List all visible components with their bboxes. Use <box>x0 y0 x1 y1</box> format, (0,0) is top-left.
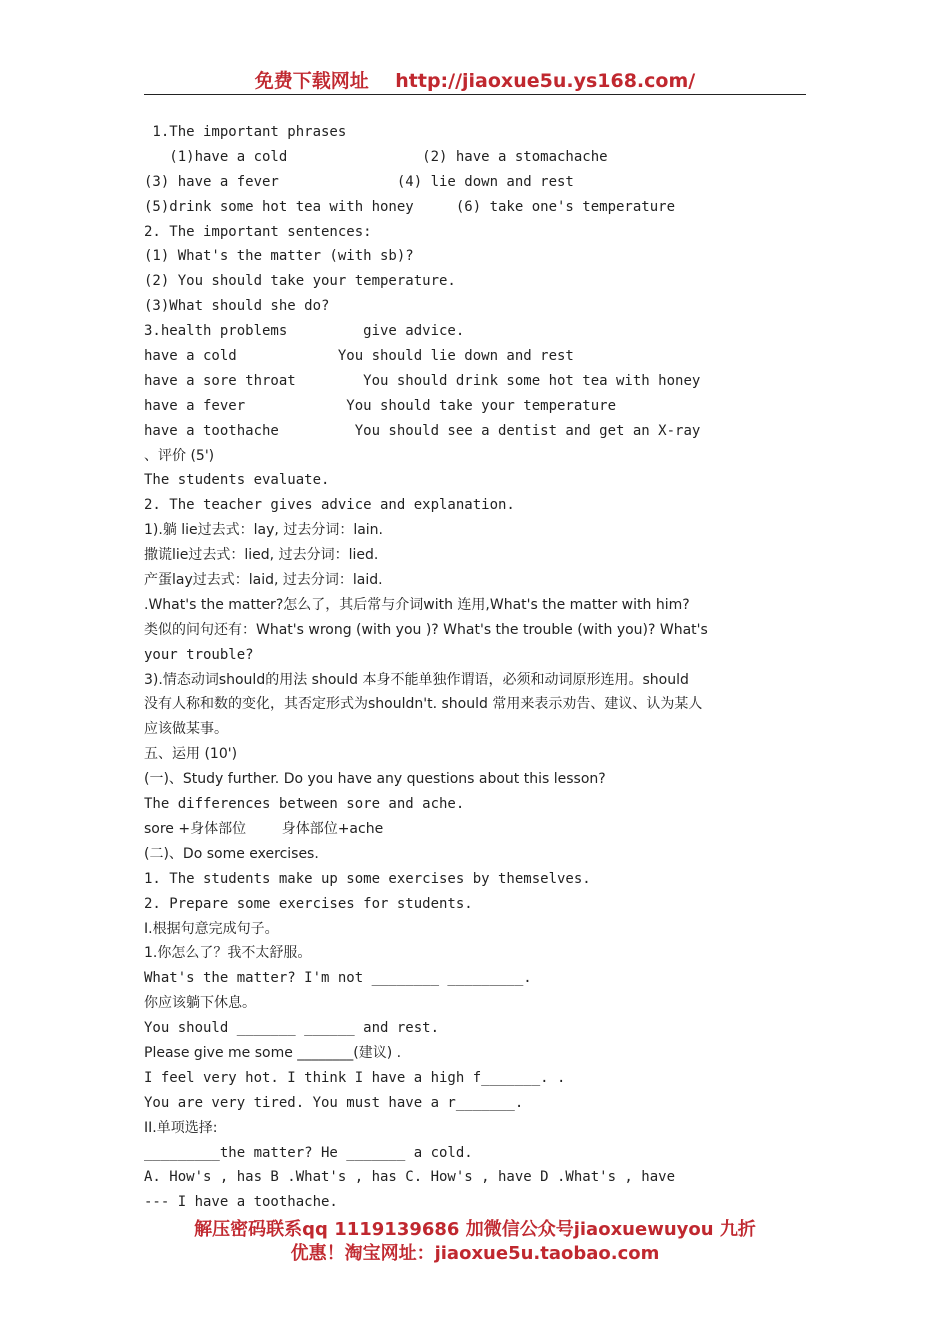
text-line: (3)What should she do? <box>144 298 330 315</box>
exercise-line: You are very tired. You must have a r_______. <box>144 1094 524 1111</box>
exercise-line: _________the matter? He _______ a cold. <box>144 1144 473 1161</box>
text-line: sore +身体部位 身体部位+ache <box>144 820 384 837</box>
exercise-line: Please give me some ________(建议) . <box>144 1044 402 1061</box>
exercise-line: What's the matter? I'm not ________ _________. <box>144 970 532 987</box>
text-line: (1) What's the matter (with sb)? <box>144 248 414 265</box>
text-line: have a cold You should lie down and rest <box>144 348 574 365</box>
text-line: 1.The important phrases <box>144 124 347 140</box>
text-line: (3) have a fever (4) lie down and rest <box>144 173 574 190</box>
text-line: The students evaluate. <box>144 472 330 489</box>
footer-line-2[interactable]: 优惠！淘宝网址：jiaoxue5u.taobao.com <box>290 1243 660 1264</box>
section-heading: II.单项选择: <box>144 1119 218 1136</box>
section-heading: I.根据句意完成句子。 <box>144 920 279 937</box>
document-body <box>144 120 806 1215</box>
section-heading: 五、运用 (10') <box>144 746 238 763</box>
text-line: (一)、Study further. Do you have any questions about this lesson? <box>144 771 606 788</box>
text-line: 1. The students make up some exercises by themselves. <box>144 870 591 887</box>
text-line: your trouble? <box>144 646 254 663</box>
text-line: have a sore throat You should drink some hot tea with honey <box>144 372 701 389</box>
text-line: (二)、Do some exercises. <box>144 845 319 862</box>
page-footer <box>0 1218 950 1266</box>
text-line: (1)have a cold (2) have a stomachache <box>144 148 608 165</box>
text-line: (5)drink some hot tea with honey (6) take one's temperature <box>144 198 676 215</box>
text-line: The differences between sore and ache. <box>144 796 465 813</box>
text-line: (2) You should take your temperature. <box>144 273 456 290</box>
text-line: 你应该躺下休息。 <box>144 995 256 1012</box>
text-line: 2. Prepare some exercises for students. <box>144 895 473 912</box>
exercise-line: A. How's , has B .What's , has C. How's , have D .What's , have <box>144 1169 676 1186</box>
text-line: .What's the matter?怎么了，其后常与介词with 连用,What's the matter with him? <box>144 596 690 613</box>
exercise-line: You should _______ ______ and rest. <box>144 1020 440 1037</box>
text-line: 1.你怎么了？我不太舒服。 <box>144 945 312 962</box>
exercise-line: I feel very hot. I think I have a high f_______. . <box>144 1069 566 1086</box>
section-heading: 、评价 (5') <box>144 447 215 464</box>
header-site-label: 免费下载网址 <box>254 70 369 92</box>
header-divider <box>144 94 806 95</box>
text-line: 3.health problems give advice. <box>144 323 465 340</box>
text-line: 没有人称和数的变化，其否定形式为shouldn't. should 常用来表示劝告、建议、认为某人 <box>144 696 703 713</box>
text-line: 类似的问句还有：What's wrong (with you )? What's the trouble (with you)? What's <box>144 621 708 638</box>
text-line: 2. The teacher gives advice and explanation. <box>144 497 515 514</box>
header-site-url[interactable]: http://jiaoxue5u.ys168.com/ <box>395 70 696 92</box>
text-line: 3).情态动词should的用法 should 本身不能单独作谓语，必须和动词原形连用。should <box>144 671 689 688</box>
text-line: 产蛋lay过去式：laid, 过去分词：laid. <box>144 572 383 589</box>
text-line: 1).躺 lie过去式：lay, 过去分词：lain. <box>144 522 383 539</box>
text-line: 应该做某事。 <box>144 721 228 738</box>
page-header <box>0 66 950 93</box>
exercise-line: --- I have a toothache. <box>144 1194 338 1211</box>
text-line: have a toothache You should see a dentist and get an X-ray <box>144 422 701 439</box>
text-line: 撒谎lie过去式：lied, 过去分词：lied. <box>144 547 379 564</box>
text-line: 2. The important sentences: <box>144 223 372 240</box>
footer-line-1: 解压密码联系qq 1119139686 加微信公众号jiaoxuewuyou 九折 <box>194 1219 756 1240</box>
text-line: have a fever You should take your temperature <box>144 397 617 414</box>
